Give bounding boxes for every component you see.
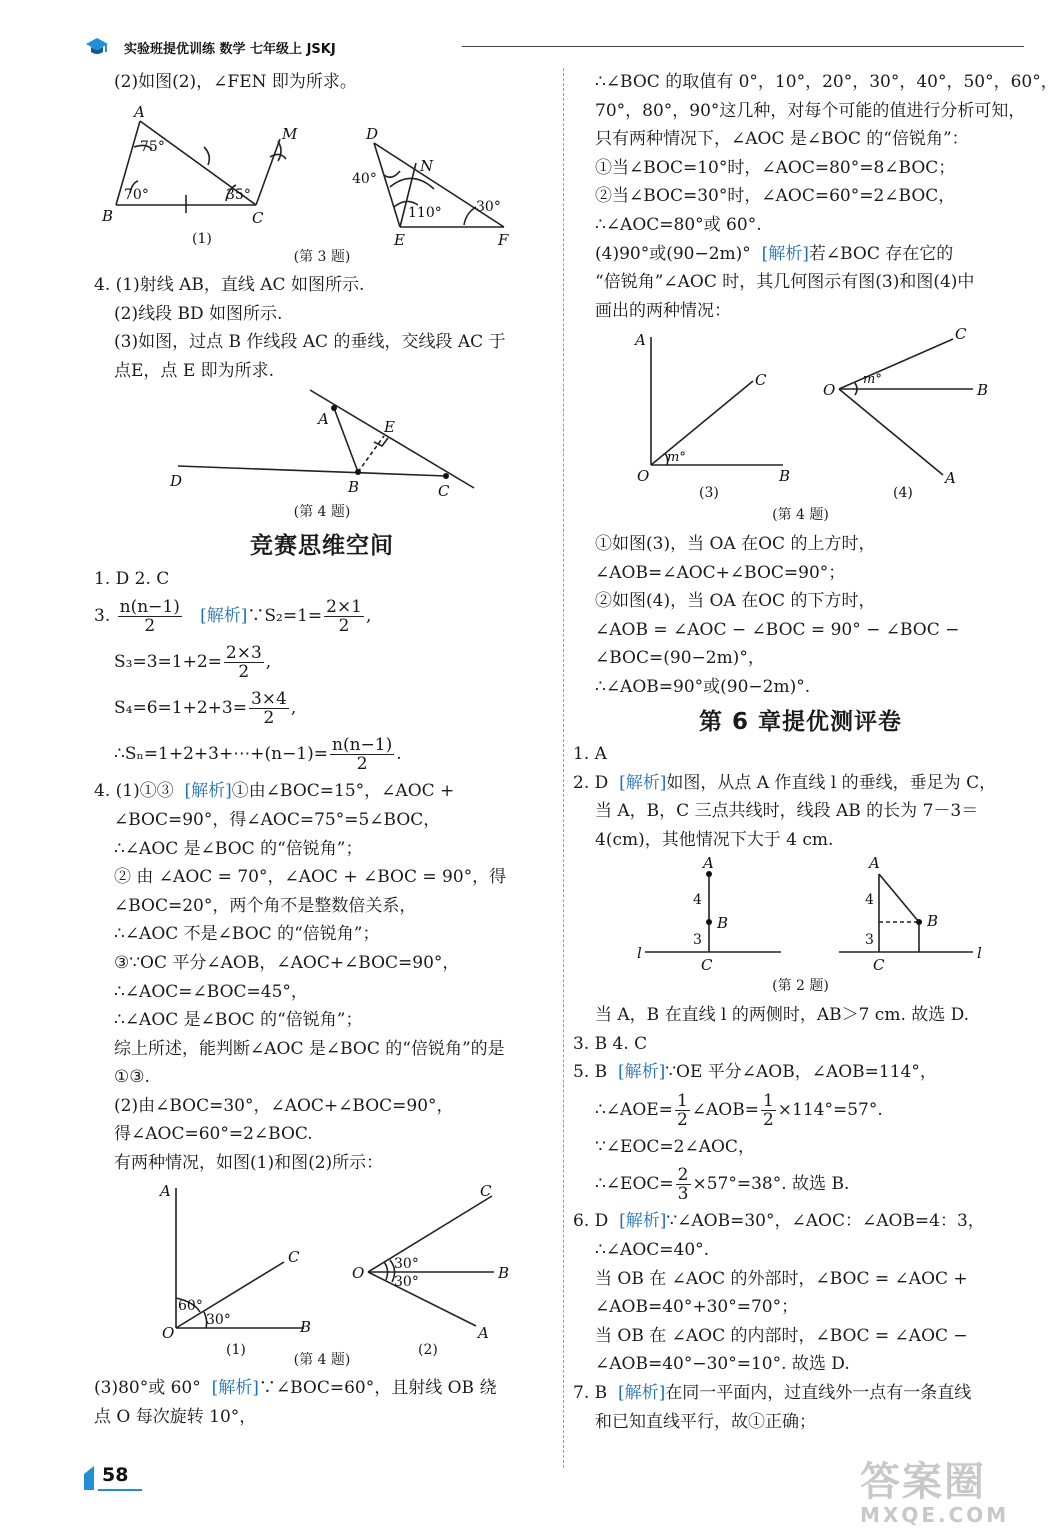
text-line: 只有两种情况下，∠AOC 是∠BOC 的“倍锐角”： [595, 129, 969, 150]
text-line: 70°，80°，90°这几种，对每个可能的值进行分析可知， [595, 100, 1026, 121]
text-line: ∠BOC=90°，得∠AOC=75°=5∠BOC， [114, 809, 441, 830]
text-line: ∴∠AOC 不是∠BOC 的“倍锐角”； [114, 924, 380, 945]
label-B: B [927, 912, 939, 931]
text-line: ∠AOB = ∠AOC − ∠BOC = 90° − ∠BOC − [595, 619, 960, 640]
angle-30: 30° [394, 1273, 419, 1290]
label-B: B [348, 477, 360, 496]
text-line: ①③. [114, 1067, 150, 1088]
page-header [84, 36, 1024, 58]
text-line: 得∠AOC=60°=2∠BOC. [114, 1124, 313, 1145]
fig-label-1: (1) [192, 230, 212, 247]
label-A: A [703, 854, 714, 873]
label-C: C [755, 371, 767, 390]
text-line: ∴∠AOC 是∠BOC 的“倍锐角”； [114, 838, 363, 859]
label-A: A [160, 1181, 171, 1200]
length-3: 3 [865, 932, 874, 949]
text-line: 4(cm)，其他情况下大于 4 cm. [595, 829, 834, 850]
angle-110: 110° [408, 204, 442, 221]
label-A: A [635, 331, 646, 350]
analysis-tag: [解析] [619, 772, 667, 793]
text-line: ②当∠BOC=30°时，∠AOC=60°=2∠BOC， [595, 186, 956, 207]
text-line: ∴∠AOC=40°. [595, 1240, 710, 1261]
label-C: C [288, 1247, 300, 1266]
analysis-tag: [解析] [184, 781, 232, 802]
section-heading: 竞赛思维空间 [250, 533, 394, 560]
label-C: C [480, 1181, 492, 1200]
analysis-tag: [解析] [200, 606, 248, 627]
text-line: ② 由 ∠AOC = 70°，∠AOC + ∠BOC = 90°，得 [114, 867, 507, 888]
fig-label-3: (3) [699, 485, 719, 502]
watermark-logo [860, 1450, 1030, 1530]
answer-line: 1. D 2. C [94, 568, 170, 589]
section-heading: 第 6 章提优测评卷 [698, 708, 903, 735]
text-line: (3)如图，过点 B 作线段 AC 的垂线，交线段 AC 于 [114, 332, 506, 353]
text-line: 有两种情况，如图(1)和图(2)所示： [114, 1153, 384, 1174]
label-E: E [384, 417, 395, 436]
angle-60: 60° [178, 1297, 203, 1314]
text-line: 点E，点 E 即为所求. [114, 360, 275, 381]
fig-label-4: (4) [893, 485, 913, 502]
label-A: A [945, 469, 956, 488]
text-line: ∴∠AOE= $\frac{1}{2}$ ∠AOB= $\frac{1}{2}$ ×114°=57°. [595, 1090, 883, 1130]
angle-m: m° [863, 372, 882, 388]
label-D: D [366, 124, 379, 143]
text-line: ∵∠EOC=2∠AOC， [595, 1136, 755, 1157]
text-line: ②如图(4)，当 OA 在OC 的下方时， [595, 591, 876, 612]
page-number-badge [84, 1462, 144, 1492]
label-B: B [977, 381, 989, 400]
text-line: (2)如图(2)，∠FEN 即为所求。 [114, 72, 357, 92]
answer-q6: 6. D [解析]∵∠AOB=30°，∠AOC：∠AOB=4：3， [573, 1211, 985, 1232]
angle-30: 30° [206, 1311, 231, 1328]
angle-75: 75° [140, 138, 165, 155]
analysis-tag: [解析] [619, 1211, 667, 1232]
answer-q4-3: (3)80°或 60° [解析]∵∠BOC=60°，且射线 OB 绕 [94, 1378, 497, 1399]
analysis-tag: [解析] [761, 243, 809, 264]
text-line: ∠BOC=20°，两个角不是整数倍关系， [114, 895, 417, 916]
text-line: (2)由∠BOC=30°，∠AOC+∠BOC=90°， [114, 1095, 454, 1116]
fraction: $\frac{2\times 1}{2}$ [326, 597, 363, 637]
fraction: $\frac{2}{3}$ [677, 1165, 689, 1205]
text-line: ∴Sₙ=1+2+3+⋯+(n−1)= $\frac{n(n-1)}{2}$ . [114, 735, 402, 775]
text-line: 当 OB 在 ∠AOC 的外部时，∠BOC = ∠AOC + [595, 1268, 968, 1289]
label-M: M [282, 124, 298, 143]
label-N: N [420, 156, 434, 175]
text-line: 4. (1)射线 AB，直线 AC 如图所示. [94, 275, 365, 296]
text-line: 综上所述，能判断∠AOC 是∠BOC 的“倍锐角”的是 [114, 1038, 505, 1059]
page-number: 58 [102, 1464, 129, 1486]
angle-m: m° [667, 450, 686, 466]
figure-caption: (第 4 题) [772, 507, 829, 524]
angle-35: 35° [226, 186, 251, 203]
fraction: $\frac{3\times 4}{2}$ [250, 689, 287, 729]
analysis-tag: [解析] [211, 1378, 259, 1399]
answer-q7: 7. B [解析]在同一平面内，过直线外一点有一条直线 [573, 1383, 972, 1403]
answer-q5: 5. B [解析]∵OE 平分∠AOB，∠AOB=114°， [573, 1062, 937, 1083]
label-A: A [134, 102, 145, 121]
q-number: 3. [94, 606, 111, 627]
fraction: $\frac{n(n-1)}{2}$ [332, 735, 393, 775]
label-B: B [300, 1317, 312, 1336]
angle-40: 40° [352, 170, 377, 187]
label-F: F [498, 230, 509, 249]
text-line: 当 A，B 在直线 l 的两侧时，AB＞7 cm. 故选 D. [595, 1005, 970, 1026]
fraction: $\frac{1}{2}$ [676, 1090, 688, 1130]
figure-q2-diagram [573, 854, 1028, 975]
text-line: S₃=3=1+2= $\frac{2\times 3}{2}$ , [114, 643, 272, 683]
figure-caption: (第 4 题) (2) [94, 1346, 550, 1375]
answer-q2: 2. D [解析]如图，从点 A 作直线 l 的垂线，垂足为 C， [573, 772, 997, 793]
text-line: ③∵OC 平分∠AOB，∠AOC+∠BOC=90°， [114, 952, 460, 973]
text-line: “倍锐角”∠AOC 时，其几何图示有图(3)和图(4)中 [595, 272, 975, 293]
text-line: ①当∠BOC=10°时，∠AOC=80°=8∠BOC； [595, 157, 956, 178]
text-line: 点 O 每次旋转 10°， [94, 1406, 257, 1427]
angle-30: 30° [476, 198, 501, 215]
label-E: E [394, 230, 405, 249]
text-line: ∠AOB=40°+30°=70°； [595, 1297, 799, 1318]
length-4: 4 [865, 892, 874, 909]
label-C: C [438, 481, 450, 500]
fig-label-1: (1) [226, 1341, 246, 1358]
angle-30: 30° [394, 1255, 419, 1272]
text-line: ∴∠AOC=∠BOC=45°， [114, 981, 308, 1002]
text-line: ∴∠AOB=90°或(90−2m)°. [595, 676, 811, 697]
label-O: O [823, 381, 836, 400]
figure-caption: (第 2 题) [772, 978, 829, 995]
column-divider [563, 68, 564, 1468]
fraction: $\frac{2\times 3}{2}$ [225, 643, 262, 683]
label-A: A [869, 854, 880, 873]
header-rule [462, 46, 1024, 47]
answer-q3: 3. $\frac{n(n-1)}{2}$ [解析]∵S₂=1= $\frac{2\times 1}{2}$ , [94, 597, 372, 637]
label-C: C [955, 325, 967, 344]
label-B: B [717, 914, 729, 933]
label-D: D [170, 471, 183, 490]
label-A: A [478, 1323, 489, 1342]
label-C: C [701, 956, 713, 975]
header-title: 实验班提优训练 数学 七年级上 JSKJ [124, 42, 336, 57]
label-B: B [498, 1263, 510, 1282]
text-line: ∴∠BOC 的取值有 0°，10°，20°，30°，40°，50°，60°， [595, 72, 1058, 92]
text-line: 画出的两种情况： [595, 300, 731, 321]
fig-label-2: (2) [418, 1341, 438, 1358]
angle-70: 70° [124, 186, 149, 203]
figure-q4a [94, 386, 550, 498]
text-line: 当 A，B，C 三点共线时，线段 AB 的长为 7－3＝ [595, 801, 979, 822]
text-line: ∠AOB=∠AOC+∠BOC=90°； [595, 562, 846, 583]
label-C: C [873, 956, 885, 975]
text-line: ①如图(3)，当 OA 在OC 的上方时， [595, 533, 876, 554]
label-O: O [162, 1323, 175, 1342]
figure-q4c-diagram [573, 325, 1028, 501]
graduation-cap-icon [84, 36, 110, 58]
text-line: ∠AOB=40°−30°=10°. 故选 D. [595, 1354, 850, 1375]
label-l: l [637, 944, 642, 963]
label-l: l [977, 944, 982, 963]
fraction: $\frac{1}{2}$ [762, 1090, 774, 1130]
figure-caption: (第 3 题) [293, 248, 351, 265]
analysis-tag: [解析] [617, 1383, 666, 1403]
answer-line: 3. B 4. C [573, 1033, 648, 1054]
text-line: ∴∠AOC 是∠BOC 的“倍锐角”； [114, 1010, 363, 1031]
watermark-text: 答案圈 [860, 1459, 986, 1505]
figure-q4a-diagram [94, 386, 550, 498]
answer-q4-4: (4)90°或(90−2m)° [解析]若∠BOC 存在它的 [595, 243, 954, 264]
label-A: A [318, 409, 329, 428]
analysis-tag: [解析] [617, 1062, 666, 1083]
left-column [94, 68, 550, 1431]
text-line: 和已知直线平行，故①正确； [595, 1411, 816, 1432]
text-line: ∴∠EOC= $\frac{2}{3}$ ×57°=38°. 故选 B. [595, 1165, 850, 1205]
label-B: B [102, 206, 114, 225]
label-B: B [779, 467, 791, 486]
figure-q3 [94, 97, 550, 247]
text-line: (2)线段 BD 如图所示. [114, 303, 283, 324]
text-line: ∴∠AOC=80°或 60°. [595, 214, 762, 235]
fraction: $\frac{n(n-1)}{2}$ [119, 597, 180, 637]
figure-q2 [573, 854, 1028, 975]
watermark-url: MXQE.COM [860, 1503, 1010, 1527]
right-column [573, 68, 1058, 1436]
length-3: 3 [693, 932, 702, 949]
label-O: O [637, 467, 650, 486]
text-line: ∠BOC=(90−2m)°， [595, 648, 765, 669]
figure-caption: (第 4 题) [293, 503, 351, 520]
answer-line: 1. A [573, 744, 607, 765]
answer-q4: 4. (1)①③ [解析]①由∠BOC=15°，∠AOC + [94, 781, 455, 802]
text-line: 当 OB 在 ∠AOC 的内部时，∠BOC = ∠AOC − [595, 1325, 968, 1346]
figure-q4c [573, 325, 1028, 501]
text-line: S₄=6=1+2+3= $\frac{3\times 4}{2}$ , [114, 689, 297, 729]
label-O: O [352, 1263, 365, 1282]
length-4: 4 [693, 892, 702, 909]
label-C: C [252, 208, 264, 227]
figure-q3-diagram [94, 97, 550, 247]
